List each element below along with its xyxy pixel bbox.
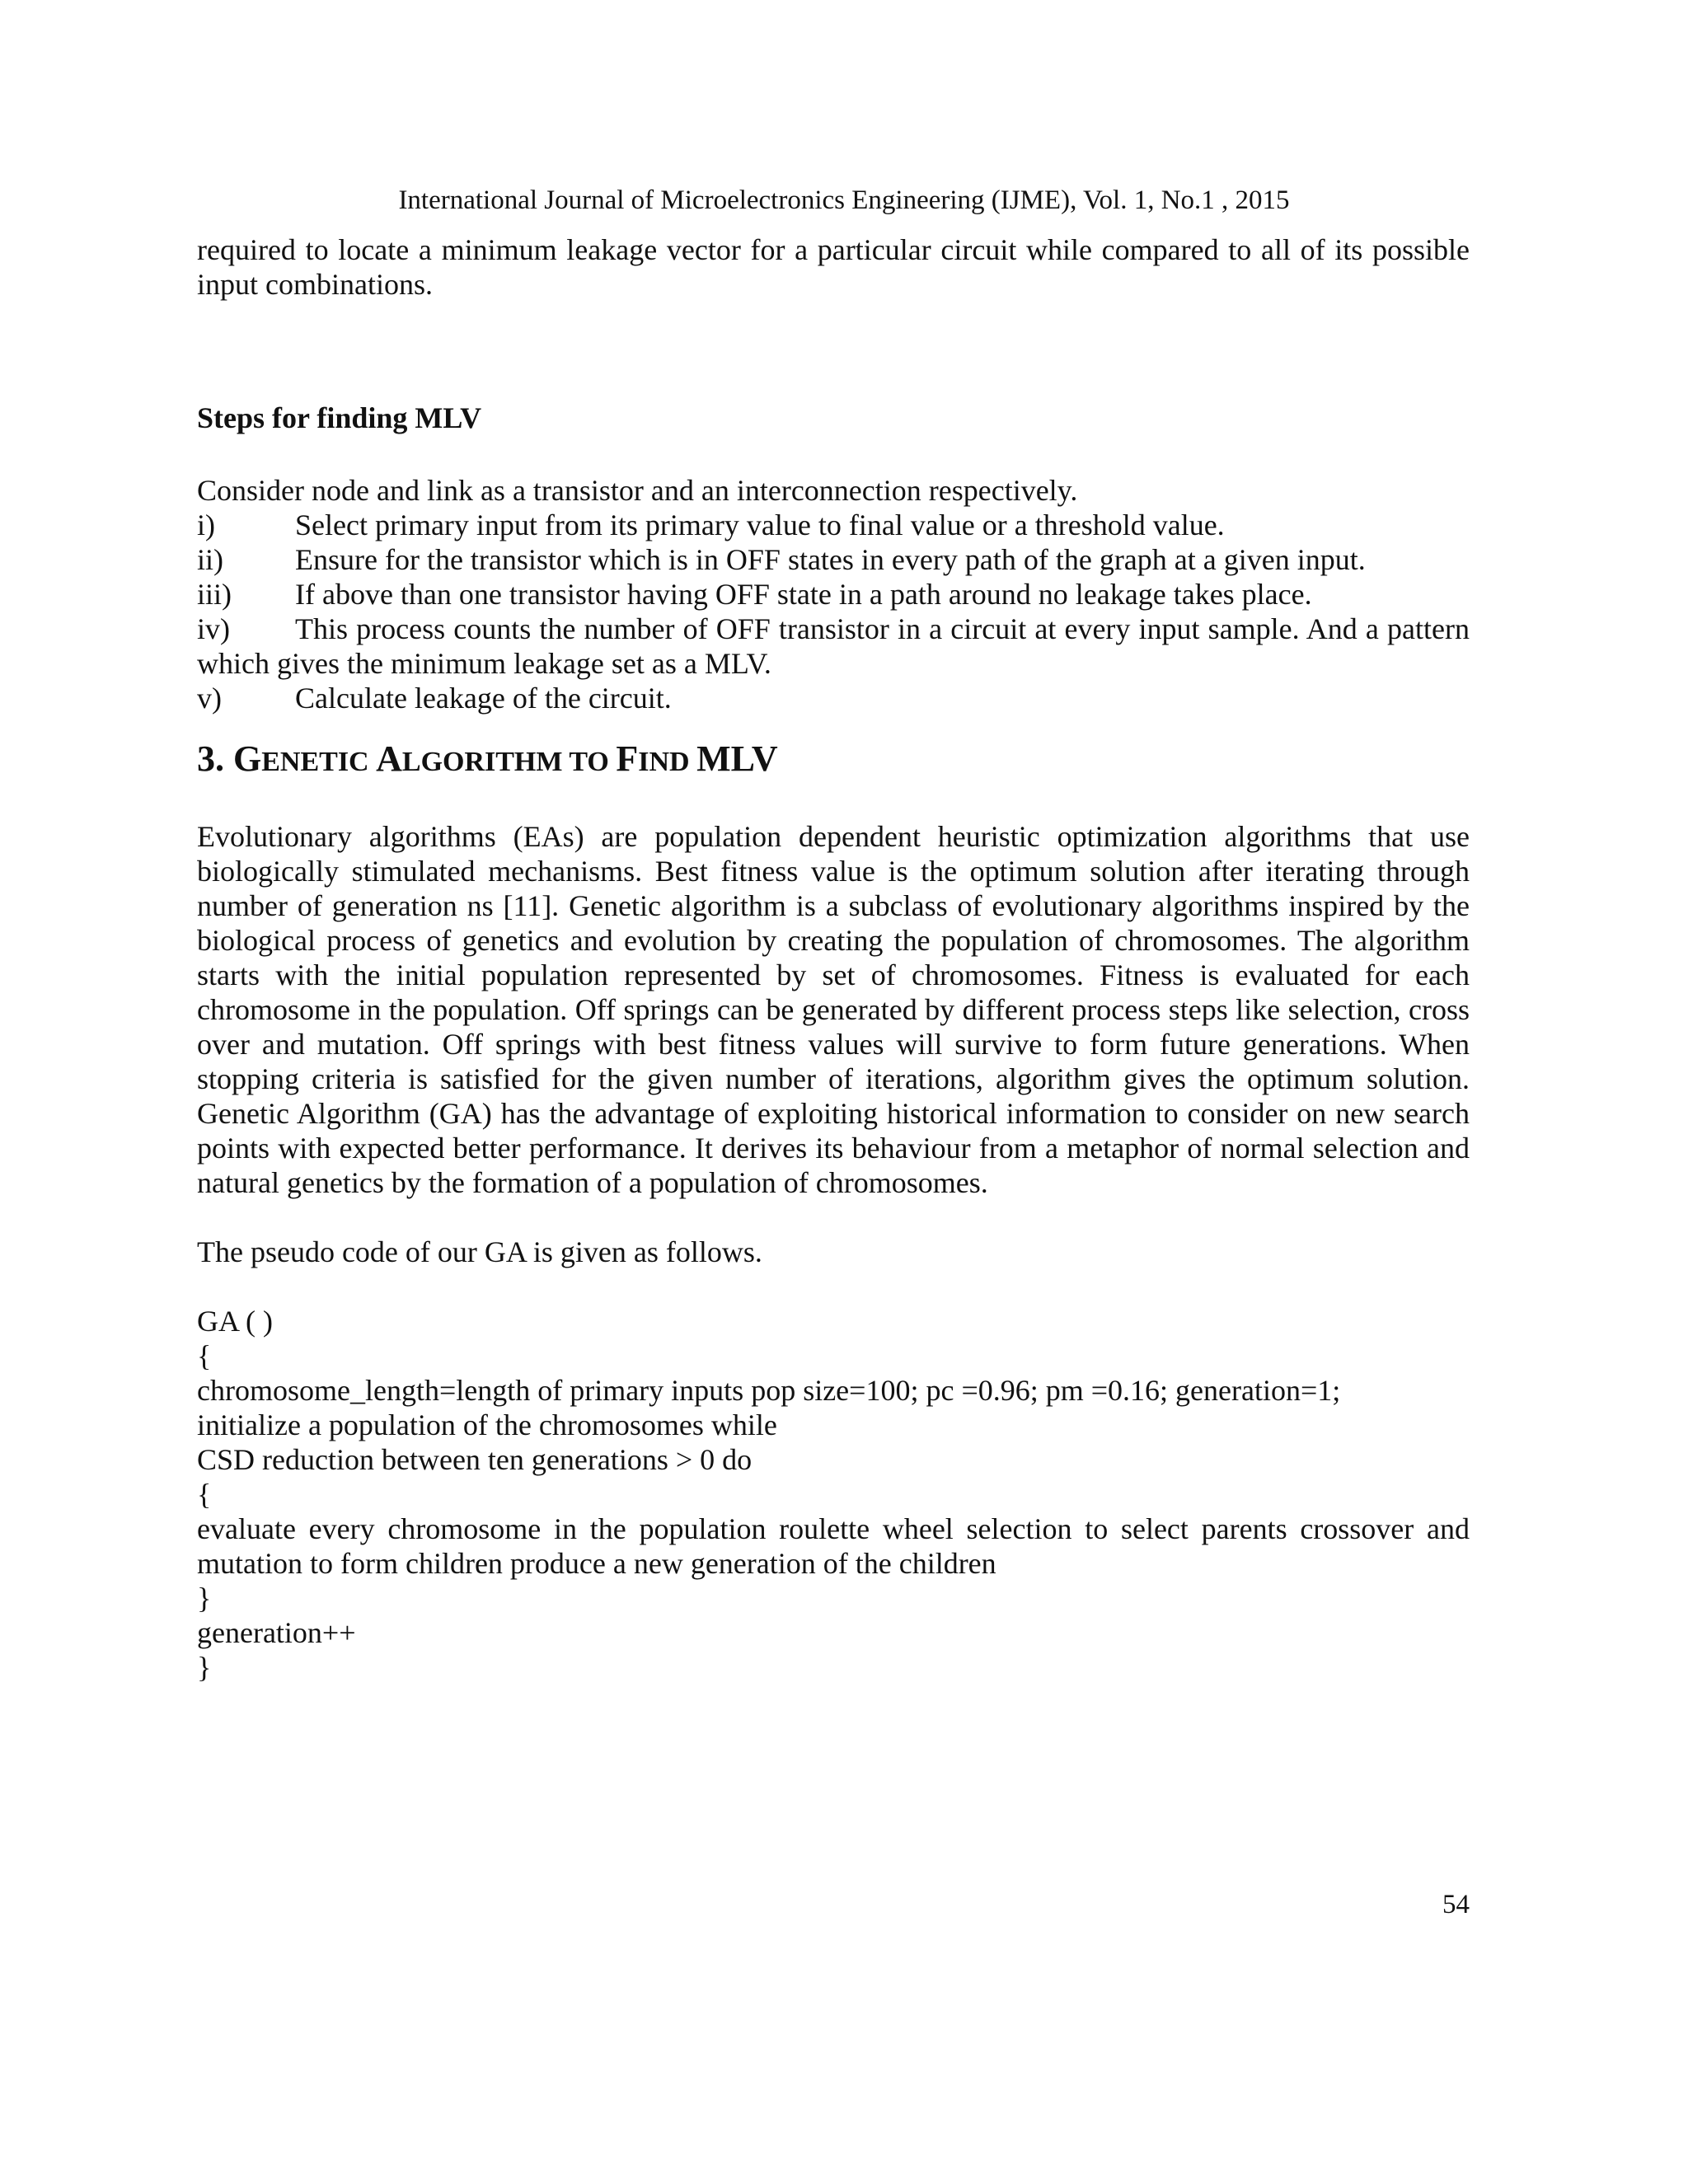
step-number: ii) [197,543,223,576]
pseudocode-line: chromosome_length=length of primary inputs pop size=100; pc =0.96; pm =0.16; generation=1; [197,1374,1341,1407]
pseudocode-line: initialize a population of the chromosomes while [197,1408,777,1441]
pseudocode-line: { [197,1478,212,1511]
intro-continuation-paragraph: required to locate a minimum leakage vector for a particular circuit while compared to all of its possible input combinations. [197,233,1470,301]
step-item-4 [197,612,1470,681]
pseudocode-line: GA ( ) [197,1305,273,1338]
steps-lead-text: Consider node and link as a transistor and an interconnection respectively. [197,474,1078,507]
step-item-1 [197,508,1470,542]
pseudocode-line: { [197,1339,212,1372]
page-body [197,232,1470,1685]
step-text: Calculate leakage of the circuit. [295,682,672,715]
step-text: Ensure for the transistor which is in OFF states in every path of the graph at a given input. [295,543,1366,576]
step-item-3 [197,577,1470,612]
section-number: 3. [197,738,224,779]
section-3-heading [197,737,1470,785]
step-number: i) [197,509,215,541]
title-smallcaps-ind: IND [638,747,697,777]
title-smallcaps-enetic: ENETIC [261,747,377,777]
step-item-2 [197,542,1470,577]
section-3-body-paragraph: Evolutionary algorithms (EAs) are population dependent heuristic optimization algorithms that use biologically stimulated mechanisms. Best fitness value is the optimum solution after iterating through number of generation ns [11]. Genetic algorithm is a subclass of evolutionary algorithms inspired by the biological process of genetics and evolution by creating the population of chromosomes. The algorithm starts with the initial population represented by set of chromosomes. Fitness is evaluated for each chromosome in the population. Off springs can be generated by different process steps like selection, cross over and mutation. Off springs with best fitness values will survive to form future generations. When stopping criteria is satisfied for the given number of iterations, algorithm gives the optimum solution. Genetic Algorithm (GA) has the advantage of exploiting historical information to consider on new search points with expected better performance. It derives its behaviour from a metaphor of normal selection and natural genetics by the formation of a population of chromosomes. [197,820,1470,1199]
page-number: 54 [1442,1890,1470,1919]
pseudocode-line: } [197,1651,212,1684]
step-number: iii) [197,578,232,611]
title-initial-g: G [233,738,262,779]
step-number: v) [197,682,222,715]
running-header: International Journal of Microelectronics Engineering (IJME), Vol. 1, No.1 , 2015 [398,185,1290,215]
title-initial-f: F [616,738,639,779]
pseudocode-line: CSD reduction between ten generations > 0 do [197,1443,753,1476]
steps-heading: Steps for finding MLV [197,401,482,434]
pseudocode-line: evaluate every chromosome in the population roulette wheel selection to select parents crossover and mutation to form children produce a new generation of the children [197,1512,1470,1580]
pseudocode-intro-text: The pseudo code of our GA is given as follows. [197,1235,762,1268]
step-number: iv) [197,612,230,645]
step-text: This process counts the number of OFF transistor in a circuit at every input sample. And a pattern which gives the minimum leakage set as a MLV. [197,612,1470,680]
step-text: If above than one transistor having OFF state in a path around no leakage takes place. [295,578,1312,611]
pseudocode-line: generation++ [197,1616,356,1649]
step-item-5 [197,681,1470,715]
title-initial-a: A [376,738,402,779]
title-mlv: MLV [696,738,778,779]
step-text: Select primary input from its primary value to final value or a threshold value. [295,509,1225,541]
pseudocode-line: } [197,1582,212,1615]
pseudocode-block [197,1304,1470,1685]
title-smallcaps-lgorithm: LGORITHM TO [401,747,617,777]
